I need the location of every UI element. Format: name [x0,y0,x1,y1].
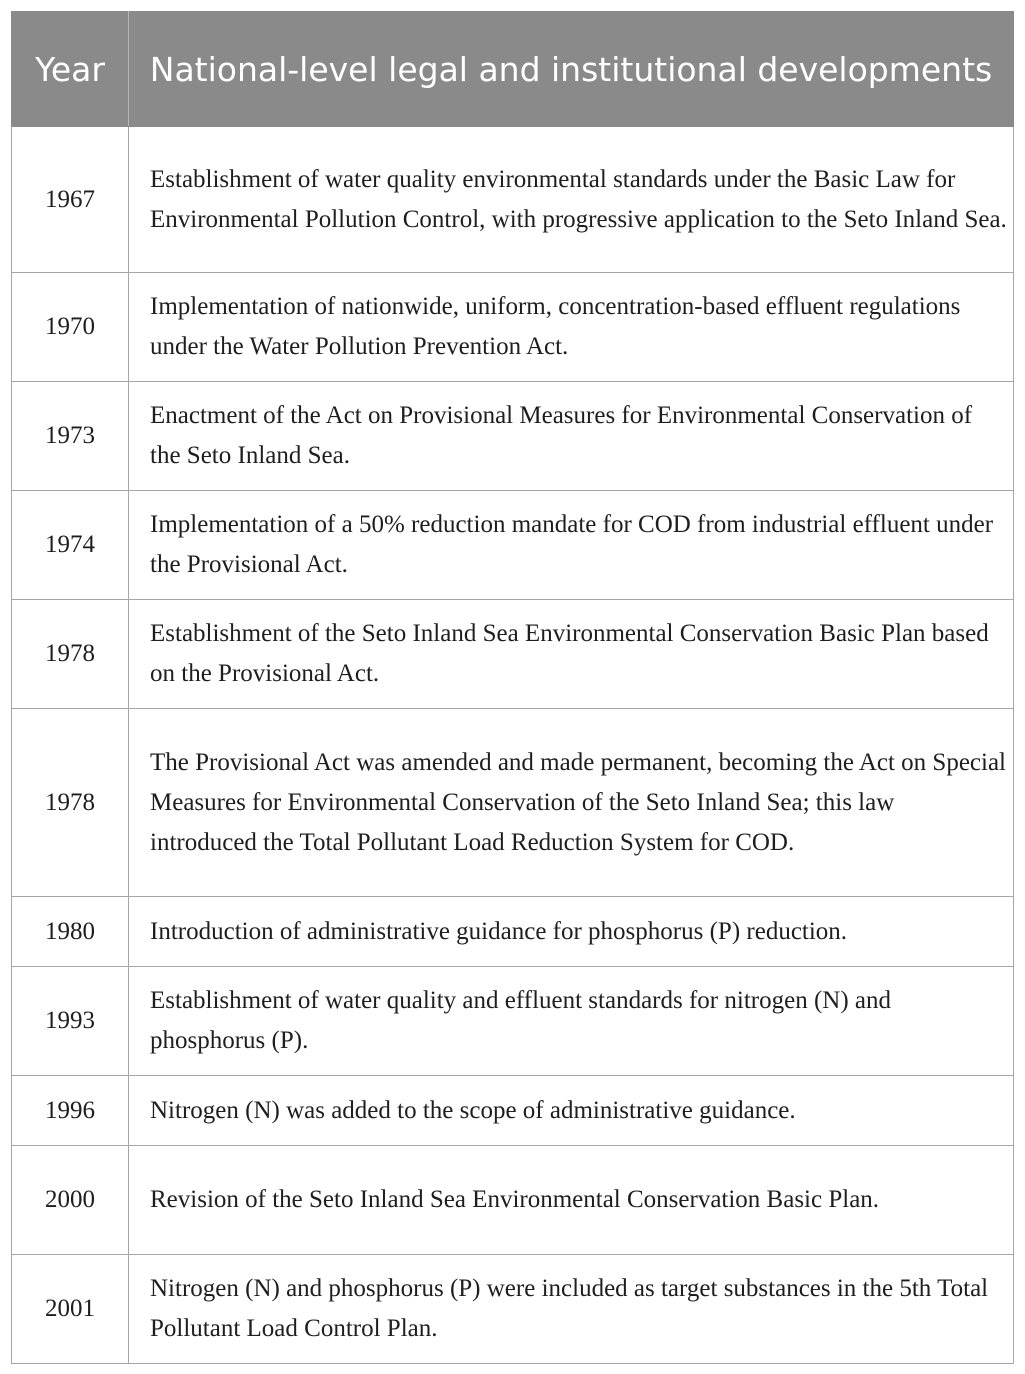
development-cell: Revision of the Seto Inland Sea Environmental Conservation Basic Plan. [129,1146,1014,1255]
table-row [12,967,1014,1076]
year-cell: 1974 [12,491,129,600]
development-cell: The Provisional Act was amended and made permanent, becoming the Act on Special Measures for Environmental Conservation of the Seto Inland Sea; this law introduced the Total Pollutant Load Reduction System for COD. [129,709,1014,897]
development-cell: Introduction of administrative guidance for phosphorus (P) reduction. [129,897,1014,967]
development-cell: Implementation of nationwide, uniform, concentration-based effluent regulations under the Water Pollution Prevention Act. [129,273,1014,382]
table-row [12,1146,1014,1255]
table-row [12,600,1014,709]
table-row [12,382,1014,491]
table-row [12,1076,1014,1146]
year-cell: 1978 [12,709,129,897]
development-cell: Enactment of the Act on Provisional Measures for Environmental Conservation of the Seto Inland Sea. [129,382,1014,491]
development-cell: Nitrogen (N) and phosphorus (P) were included as target substances in the 5th Total Pollutant Load Control Plan. [129,1255,1014,1364]
legal-developments-table [11,11,1014,1364]
year-cell: 1967 [12,127,129,273]
year-cell: 1993 [12,967,129,1076]
table-header [12,12,1014,127]
table-row [12,127,1014,273]
table-row [12,491,1014,600]
development-cell: Implementation of a 50% reduction mandate for COD from industrial effluent under the Provisional Act. [129,491,1014,600]
header-row [12,12,1014,127]
year-column-header: Year [12,12,129,127]
year-cell: 1980 [12,897,129,967]
development-cell: Establishment of the Seto Inland Sea Environmental Conservation Basic Plan based on the Provisional Act. [129,600,1014,709]
year-cell: 2001 [12,1255,129,1364]
table-row [12,897,1014,967]
year-cell: 1996 [12,1076,129,1146]
development-cell: Establishment of water quality environmental standards under the Basic Law for Environmental Pollution Control, with progressive application to the Seto Inland Sea. [129,127,1014,273]
table-body [12,127,1014,1364]
year-cell: 1978 [12,600,129,709]
table-row [12,1255,1014,1364]
year-cell: 2000 [12,1146,129,1255]
table-row [12,273,1014,382]
development-cell: Nitrogen (N) was added to the scope of administrative guidance. [129,1076,1014,1146]
developments-column-header: National-level legal and institutional developments [129,12,1014,127]
year-cell: 1970 [12,273,129,382]
year-cell: 1973 [12,382,129,491]
table-row [12,709,1014,897]
development-cell: Establishment of water quality and effluent standards for nitrogen (N) and phosphorus (P). [129,967,1014,1076]
